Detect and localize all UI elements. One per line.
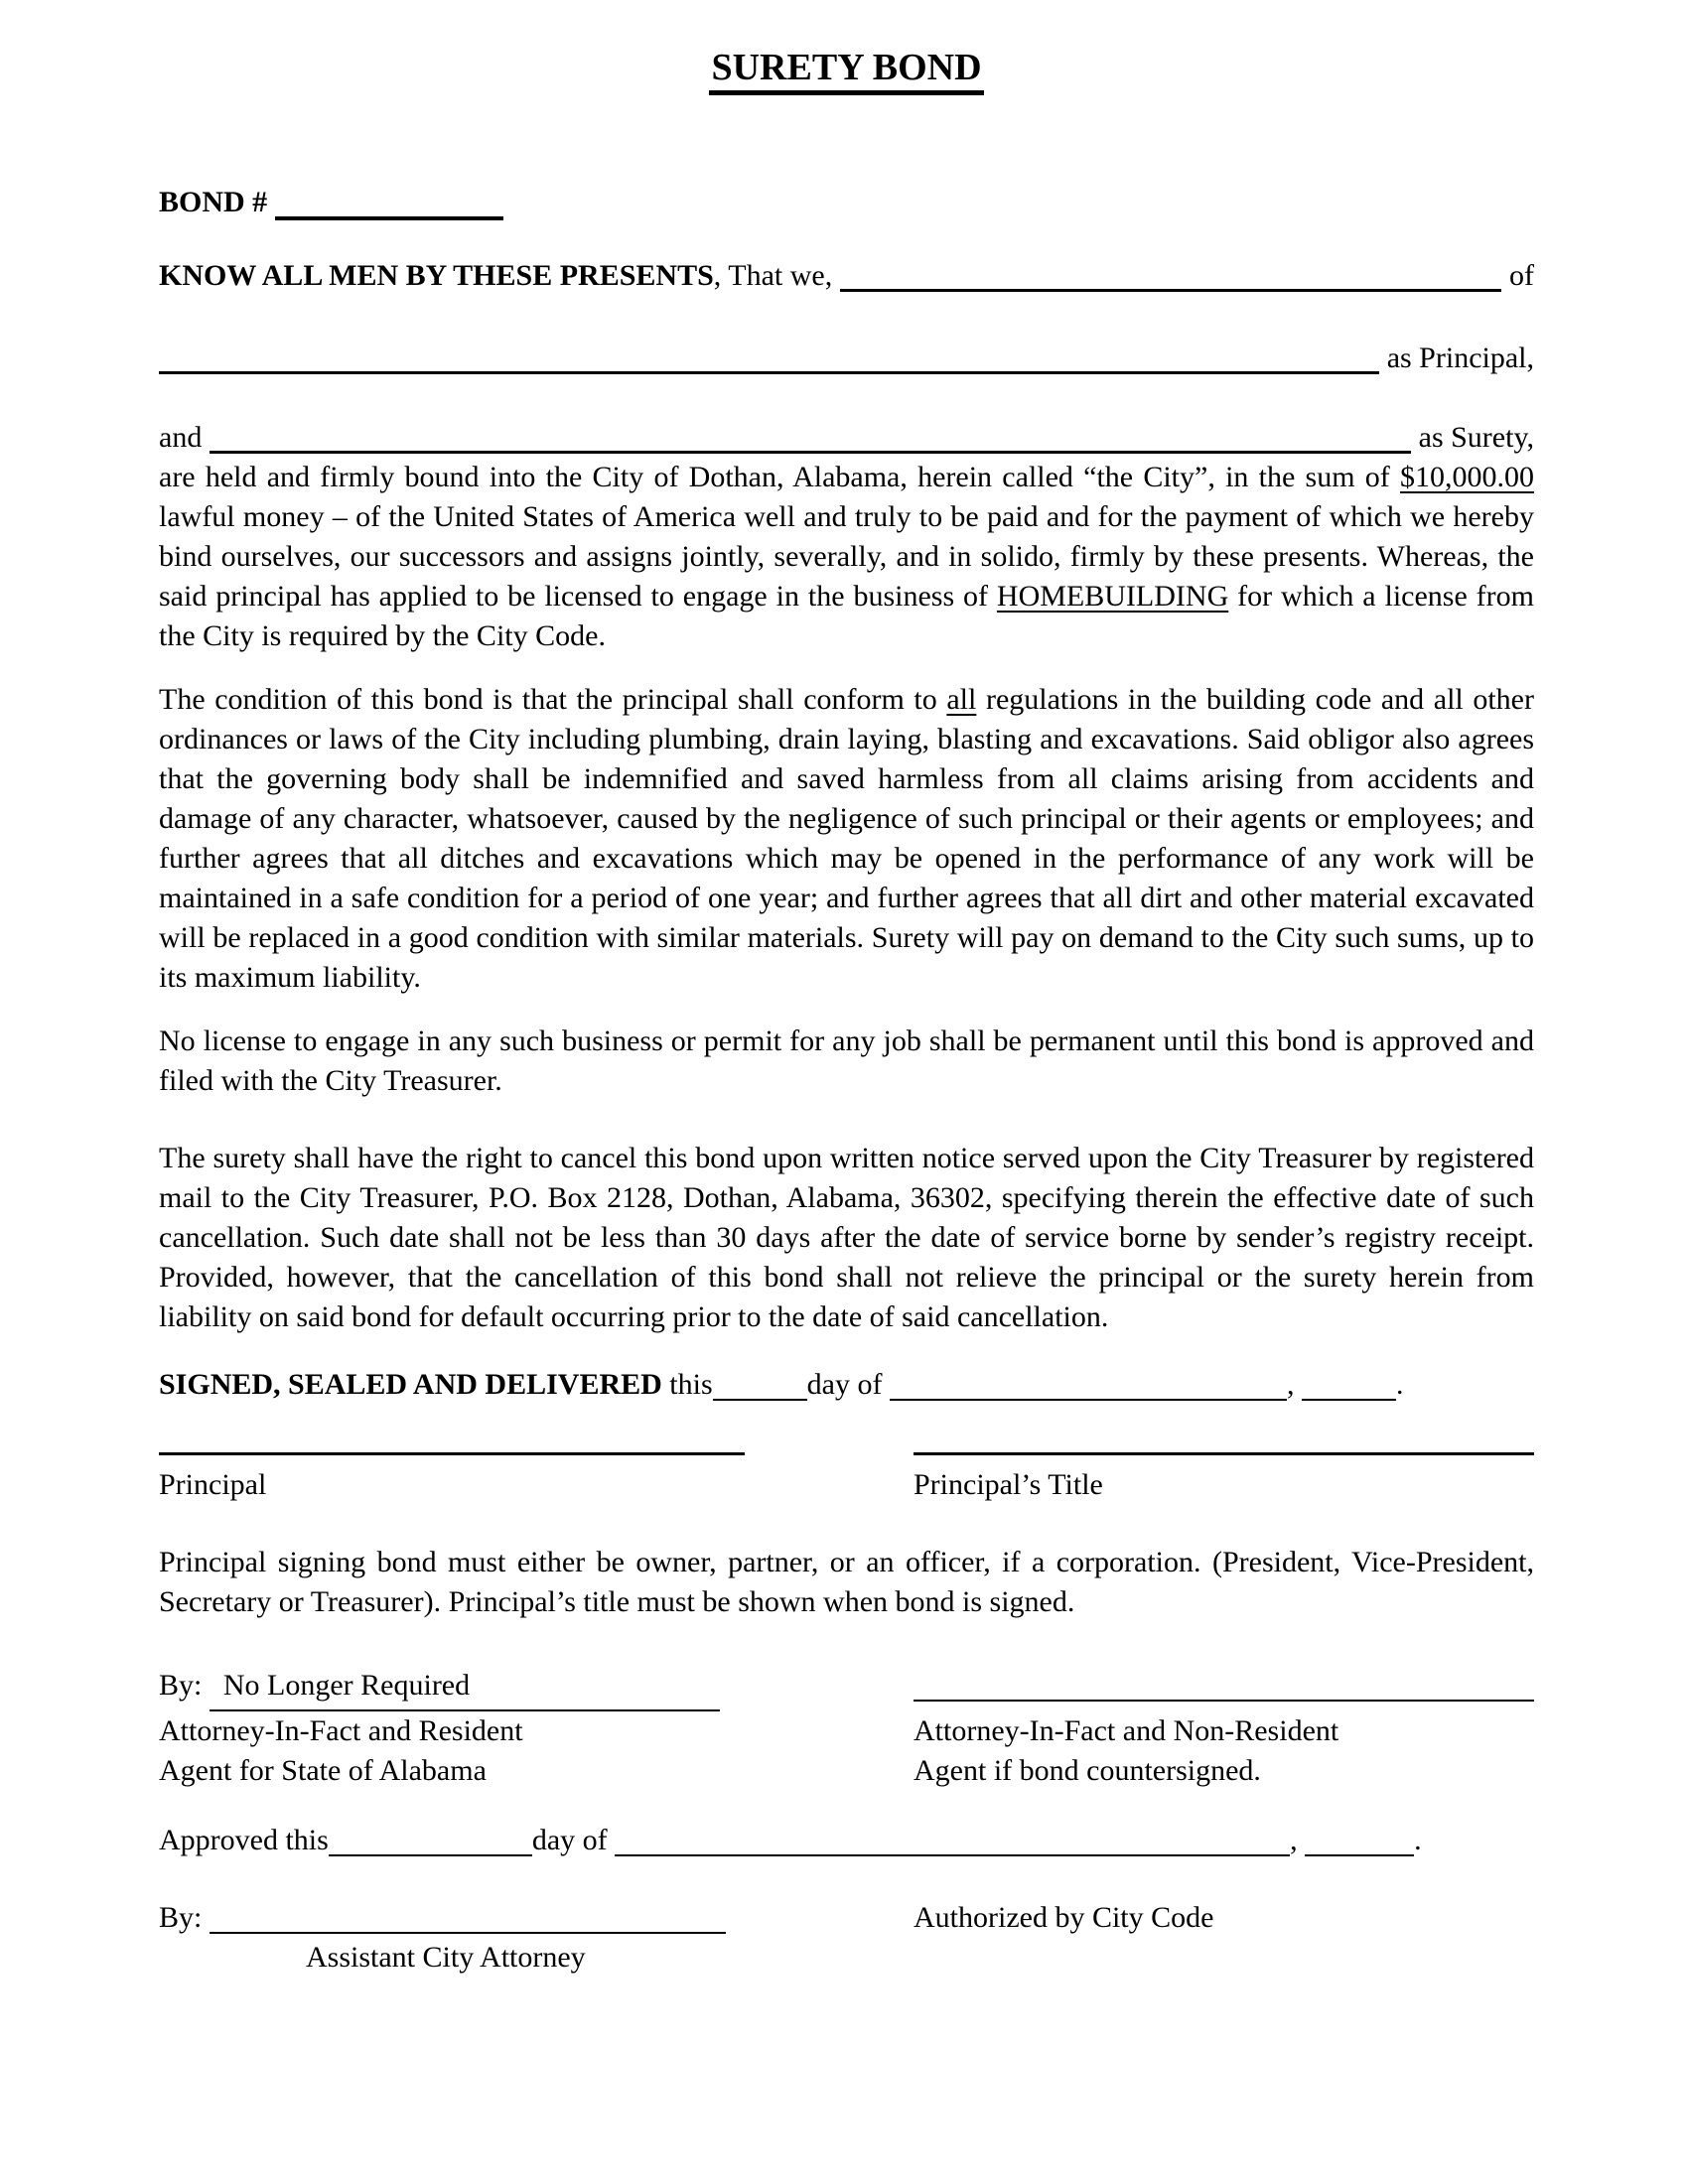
signature-labels-row bbox=[159, 1465, 1534, 1505]
attorney-by-row bbox=[159, 1666, 1534, 1711]
bond-number-row bbox=[159, 183, 1534, 222]
page-title bbox=[159, 45, 1534, 90]
bond-amount-text: $10,000.00 bbox=[1400, 461, 1534, 493]
approved-month-blank bbox=[615, 1854, 1290, 1856]
attorney-labels-row-2 bbox=[159, 1751, 1534, 1791]
as-principal-line bbox=[159, 339, 1534, 378]
principal-name-blank-1 bbox=[840, 289, 1501, 292]
city-attorney-by-row bbox=[159, 1898, 1534, 1938]
no-longer-required-text: No Longer Required bbox=[222, 1669, 471, 1702]
resident-attorney-label-1: Attorney-In-Fact and Resident bbox=[159, 1714, 523, 1747]
surety-name-blank bbox=[210, 451, 1410, 454]
approved-line bbox=[159, 1821, 1534, 1860]
signed-period-text: . bbox=[1395, 1368, 1404, 1401]
paragraph-principal-signing: Principal signing bond must either be owner, partner, or an officer, if a corporation. (President, Vice-President, Secretary or Treasurer). Principal’s title must be shown when bond is signed. bbox=[159, 1546, 1534, 1618]
approved-day-of-text: day of bbox=[531, 1824, 608, 1856]
city-attorney-by-label: By: bbox=[159, 1901, 203, 1934]
bond-number-label: BOND # bbox=[159, 186, 268, 218]
as-surety-line bbox=[159, 418, 1534, 458]
condition-post-text: regulations in the building code and all other ordinances or laws of the City including plumbing, drain laying, blasting and excavations. Said obligor also agrees that the governing body shall be indemnified and saved harmless from all claims arising from accidents and damage of any character, whatsoever, caused by the negligence of such principal or their agents or employees; and further agrees that all ditches and excavations which may be opened in the performance of any work will be maintained in a safe condition for a period of one year; and further agrees that all dirt and other material excavated will be replaced in a good condition with similar materials. Surety will pay on demand to the City such sums, up to its maximum liability. bbox=[159, 683, 1534, 994]
signature-lines-row bbox=[159, 1452, 1534, 1455]
as-surety-text: as Surety, bbox=[1418, 421, 1534, 454]
resident-attorney-label-2: Agent for State of Alabama bbox=[159, 1754, 487, 1787]
nonresident-attorney-label-1: Attorney-In-Fact and Non-Resident bbox=[914, 1714, 1339, 1747]
attorney-by-label: By: bbox=[159, 1669, 203, 1702]
bound-mid-text: lawful money – of the United States of America well and truly to be paid and for the payment of which we hereby bind ourselves, our successors and assigns jointly, severally, and in solido, firmly by these presents. Whereas, the said principal has applied to be licensed to engage in the business of bbox=[159, 500, 1534, 613]
paragraph-condition bbox=[159, 680, 1534, 998]
signed-comma-text: , bbox=[1286, 1368, 1295, 1401]
that-we-text: , That we, bbox=[713, 259, 833, 292]
approved-period-text: . bbox=[1414, 1824, 1422, 1856]
approved-comma-text: , bbox=[1290, 1824, 1298, 1856]
bond-number-blank bbox=[275, 216, 503, 220]
signed-sealed-bold: SIGNED, SEALED AND DELIVERED bbox=[159, 1368, 662, 1401]
paragraph-cancellation: The surety shall have the right to cancel this bond upon written notice served upon the City Treasurer by registered mail to the City Treasurer, P.O. Box 2128, Dothan, Alabama, 36302, specifying therein the effective date of such cancellation. Such date shall not be less than 30 days after the date of service borne by sender’s registry receipt. Provided, however, that the cancellation of this bond shall not relieve the principal or the surety herein from liability on said bond for default occurring prior to the date of said cancellation. bbox=[159, 1142, 1534, 1333]
authorized-by-city-code-text: Authorized by City Code bbox=[914, 1901, 1214, 1934]
assistant-city-attorney-label: Assistant City Attorney bbox=[306, 1941, 586, 1974]
bound-post-text: for which a license from the City is required by the City Code. bbox=[159, 580, 1534, 652]
signed-sealed-line bbox=[159, 1365, 1534, 1405]
as-principal-text: as Principal, bbox=[1386, 341, 1534, 374]
signed-day-blank bbox=[713, 1399, 807, 1401]
nonresident-attorney-label-2: Agent if bond countersigned. bbox=[914, 1754, 1261, 1787]
signed-year-blank bbox=[1302, 1399, 1396, 1401]
and-text: and bbox=[159, 421, 203, 454]
approved-day-blank bbox=[329, 1854, 532, 1856]
approved-year-blank bbox=[1305, 1854, 1414, 1856]
know-all-men-line bbox=[159, 256, 1534, 296]
city-attorney-signature-line bbox=[210, 1932, 726, 1934]
attorney-in-fact-blank bbox=[210, 1666, 720, 1711]
bound-pre-text: are held and firmly bound into the City of Dothan, Alabama, herein called “the City”, in the sum of bbox=[159, 461, 1400, 493]
know-all-men-lead bbox=[159, 256, 832, 296]
page-title-text: SURETY BOND bbox=[709, 47, 983, 95]
non-resident-attorney-blank bbox=[914, 1700, 1534, 1702]
know-all-men-bold: KNOW ALL MEN BY THESE PRESENTS bbox=[159, 259, 714, 292]
paragraph-bound bbox=[159, 458, 1534, 656]
condition-pre-text: The condition of this bond is that the principal shall conform to bbox=[159, 683, 947, 716]
business-type-text: HOMEBUILDING bbox=[996, 580, 1229, 613]
principal-name-blank-2 bbox=[159, 371, 1379, 374]
signed-month-blank bbox=[890, 1399, 1287, 1401]
all-underlined-text: all bbox=[946, 683, 977, 716]
this-text: this bbox=[669, 1368, 713, 1401]
signed-day-of-text: day of bbox=[806, 1368, 883, 1401]
non-resident-line-cell bbox=[914, 1666, 1534, 1711]
principal-signature-line bbox=[159, 1452, 745, 1455]
attorney-labels-row-1 bbox=[159, 1711, 1534, 1751]
principal-title-label: Principal’s Title bbox=[914, 1468, 1103, 1501]
approved-this-text: Approved this bbox=[159, 1824, 329, 1856]
principal-title-line bbox=[914, 1452, 1534, 1455]
of-text: of bbox=[1509, 259, 1534, 292]
attorney-by-cell bbox=[159, 1666, 914, 1711]
paragraph-no-license: No license to engage in any such business or permit for any job shall be permanent until this bond is approved and filed with the City Treasurer. bbox=[159, 1024, 1534, 1097]
city-attorney-by-cell bbox=[159, 1898, 914, 1938]
principal-label: Principal bbox=[159, 1468, 267, 1501]
